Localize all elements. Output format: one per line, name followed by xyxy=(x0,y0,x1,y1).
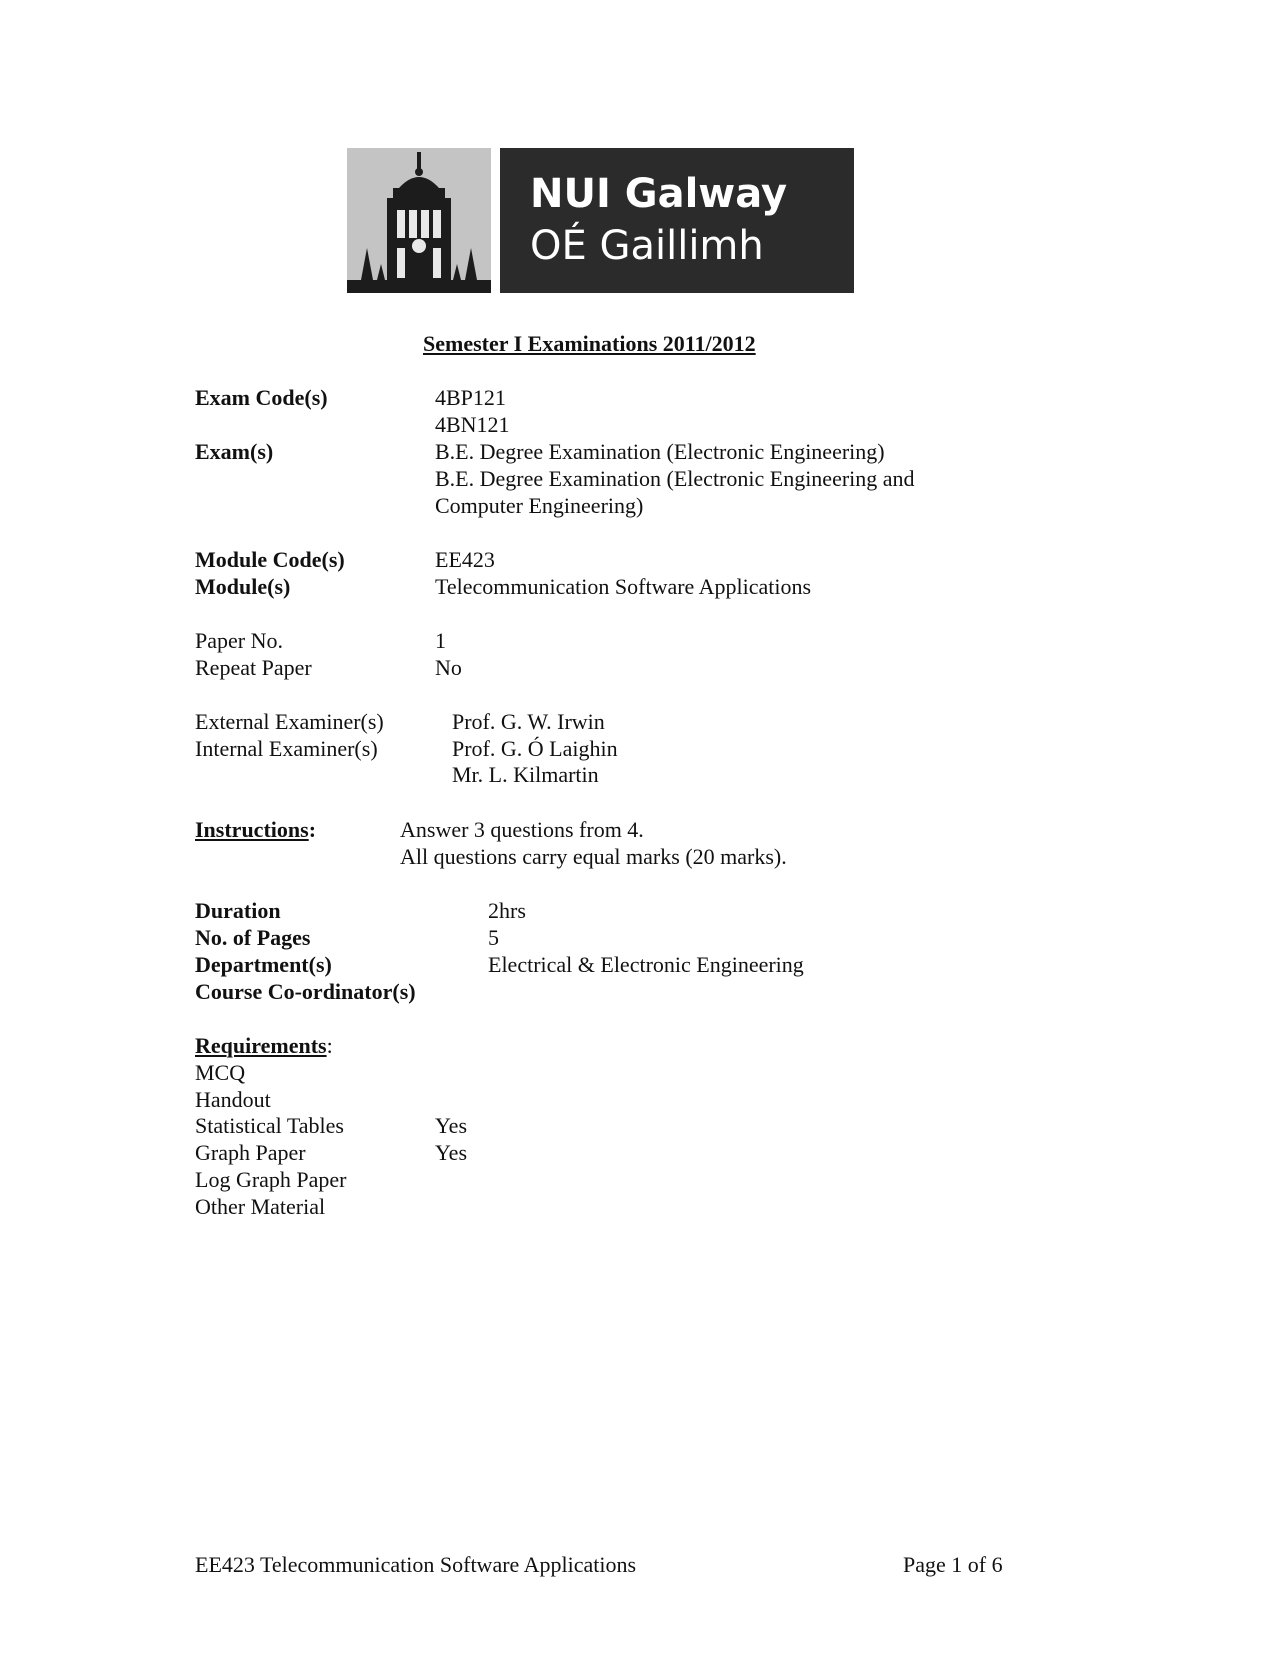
module-code-value: EE423 xyxy=(435,547,495,572)
requirement-label: Log Graph Paper xyxy=(195,1167,347,1192)
requirement-label: Handout xyxy=(195,1087,271,1112)
instructions-label: Instructions xyxy=(195,817,309,842)
logo-line-1: NUI Galway xyxy=(530,171,788,217)
module-value: Telecommunication Software Applications xyxy=(435,574,812,599)
requirements-label: Requirements xyxy=(195,1033,327,1058)
paper-no-value: 1 xyxy=(435,628,446,653)
requirements-colon: : xyxy=(326,1033,333,1058)
internal-examiner-value: Mr. L. Kilmartin xyxy=(452,762,599,787)
external-examiner-label: External Examiner(s) xyxy=(195,709,384,734)
instructions-colon: : xyxy=(308,817,317,842)
exam-code-value: 4BN121 xyxy=(435,412,510,437)
no-of-pages-value: 5 xyxy=(488,925,499,950)
footer-module-title: EE423 Telecommunication Software Applications xyxy=(195,1552,637,1577)
requirements-heading xyxy=(195,1033,333,1059)
exam-code-value: 4BP121 xyxy=(435,385,506,410)
requirement-label: Statistical Tables xyxy=(195,1113,344,1138)
internal-examiner-value: Prof. G. Ó Laighin xyxy=(452,736,618,761)
requirement-label: MCQ xyxy=(195,1060,246,1085)
department-value: Electrical & Electronic Engineering xyxy=(488,952,804,977)
university-logo-tower-icon xyxy=(347,148,491,293)
requirement-value: Yes xyxy=(435,1140,468,1165)
module-code-label: Module Code(s) xyxy=(195,547,345,572)
internal-examiner-label: Internal Examiner(s) xyxy=(195,736,378,761)
instructions-heading xyxy=(195,817,316,843)
no-of-pages-label: No. of Pages xyxy=(195,925,311,950)
logo-line-2: OÉ Gaillimh xyxy=(530,223,764,269)
exam-line: Computer Engineering) xyxy=(435,493,644,518)
requirement-value: Yes xyxy=(435,1113,468,1138)
paper-no-label: Paper No. xyxy=(195,628,283,653)
repeat-paper-label: Repeat Paper xyxy=(195,655,312,680)
department-label: Department(s) xyxy=(195,952,332,977)
course-coordinator-label: Course Co-ordinator(s) xyxy=(195,979,416,1004)
instruction-line: Answer 3 questions from 4. xyxy=(400,817,644,842)
instruction-line: All questions carry equal marks (20 marks). xyxy=(400,844,787,869)
duration-label: Duration xyxy=(195,898,281,923)
exam-line: B.E. Degree Examination (Electronic Engineering and xyxy=(435,466,915,491)
exam-codes-label: Exam Code(s) xyxy=(195,385,328,410)
module-label: Module(s) xyxy=(195,574,291,599)
tower-icon xyxy=(347,148,491,293)
requirement-label: Other Material xyxy=(195,1194,326,1219)
external-examiner-value: Prof. G. W. Irwin xyxy=(452,709,605,734)
page-title: Semester I Examinations 2011/2012 xyxy=(423,331,756,356)
requirement-label: Graph Paper xyxy=(195,1140,306,1165)
repeat-paper-value: No xyxy=(435,655,462,680)
footer-page-number: Page 1 of 6 xyxy=(903,1552,1003,1577)
exam-line: B.E. Degree Examination (Electronic Engineering) xyxy=(435,439,885,464)
duration-value: 2hrs xyxy=(488,898,526,923)
exams-label: Exam(s) xyxy=(195,439,274,464)
university-logo-wordmark xyxy=(500,148,854,293)
